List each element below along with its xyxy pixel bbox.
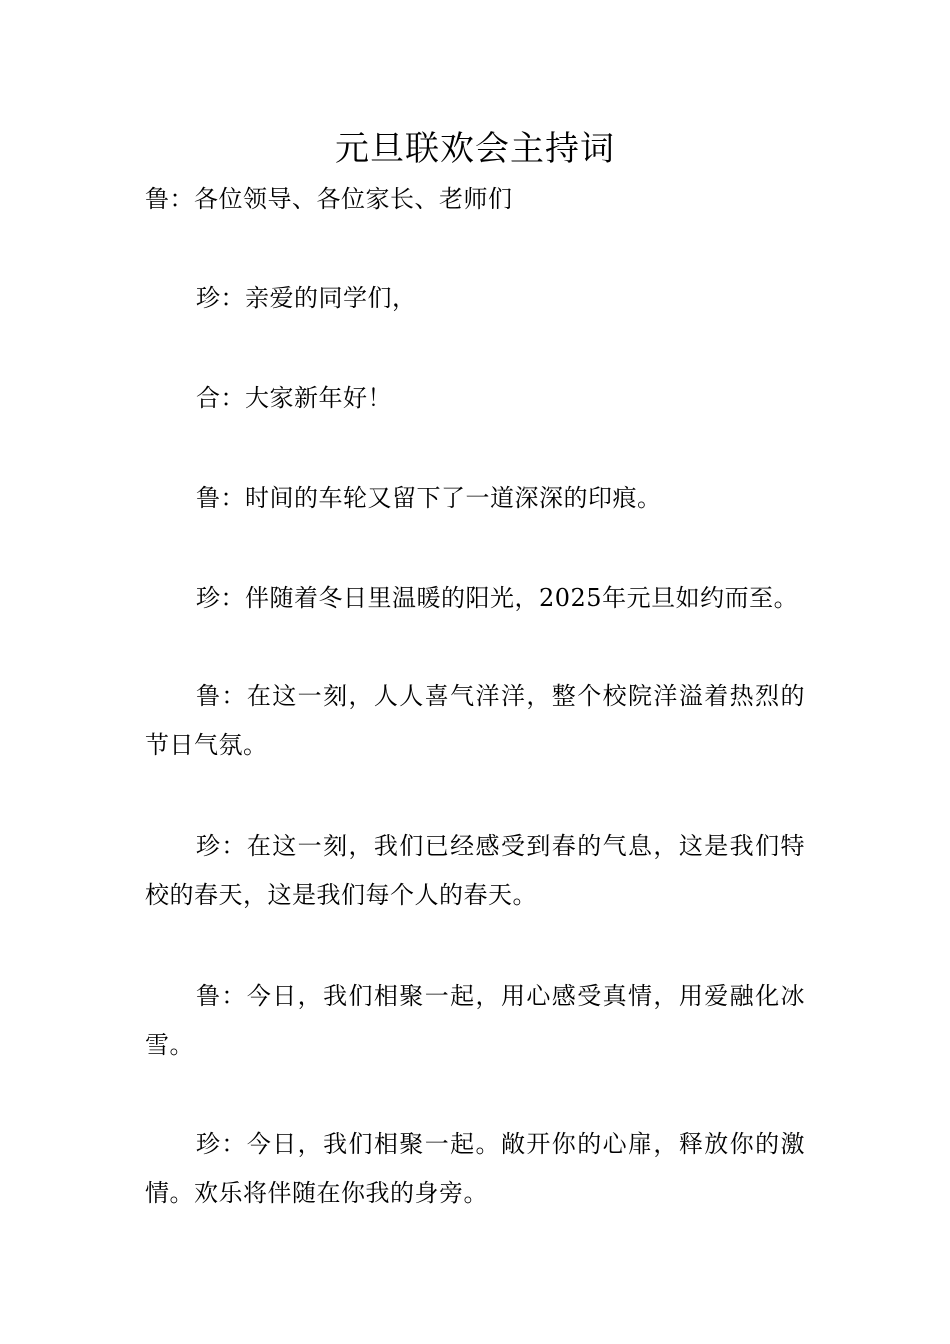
paragraph-6: 鲁：在这一刻，人人喜气洋洋，整个校院洋溢着热烈的节日气氛。 [145,682,805,759]
paragraph-8: 鲁：今日，我们相聚一起，用心感受真情，用爱融化冰雪。 [145,982,805,1059]
paragraph-3: 合：大家新年好！ [196,384,392,412]
paragraph-5: 珍：伴随着冬日里温暖的阳光，2025年元旦如约而至。 [196,584,799,612]
document-title: 元旦联欢会主持词 [335,129,615,169]
paragraph-7: 珍：在这一刻，我们已经感受到春的气息，这是我们特校的春天，这是我们每个人的春天。 [145,832,805,909]
paragraph-4: 鲁：时间的车轮又留下了一道深深的印痕。 [196,484,662,512]
paragraph-1: 鲁：各位领导、各位家长、老师们 [145,185,513,213]
paragraph-9: 珍：今日，我们相聚一起。敞开你的心扉，释放你的激情。欢乐将伴随在你我的身旁。 [145,1130,805,1207]
paragraph-2: 珍：亲爱的同学们， [196,284,417,312]
